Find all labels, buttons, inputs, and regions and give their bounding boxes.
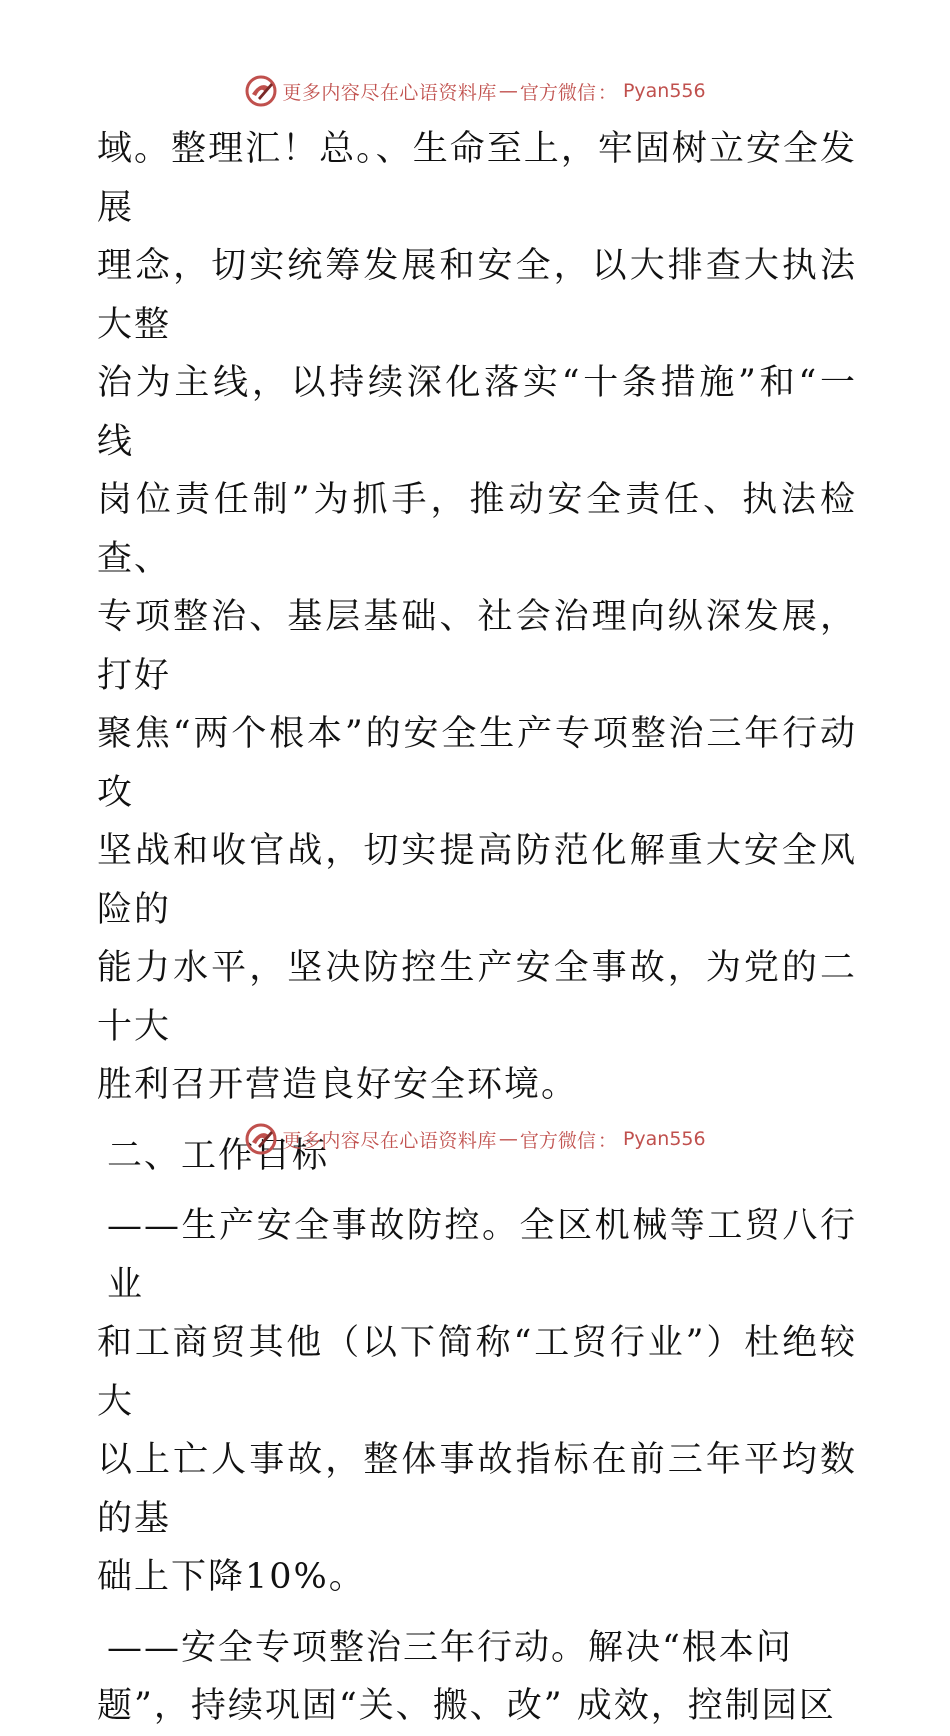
brand-logo-icon [244, 74, 278, 108]
text-line: 理念，切实统筹发展和安全，以大排查大执法大整 [97, 246, 857, 345]
banner-separator: ： [597, 1129, 617, 1152]
paragraph-accident-control [97, 1197, 857, 1314]
banner-text: 更多内容尽在心语资料库 [282, 81, 497, 104]
text-line: 题”，持续巩固“关、搬、改” 成效，控制园区 [97, 1686, 836, 1726]
text-line: 专项整治、基层基础、社会治理向纵深发展，打好 [97, 597, 857, 696]
banner-separator: ： [597, 81, 617, 104]
heading-line: 二、工作目标 [107, 1135, 330, 1176]
banner-dash: — [498, 1128, 518, 1150]
text-line: 域。整理汇！总。、生命至上，牢固树立安全发展 [97, 129, 857, 228]
text-line: 能力水平，坚决防控生产安全事故，为党的二十大 [97, 948, 857, 1047]
text-line: 聚焦“两个根本”的安全生产专项整治三年行动攻 [97, 714, 857, 813]
brand-logo-icon [244, 1122, 278, 1156]
text-line: 和工商贸其他（以下简称“工贸行业”）杜绝较大 [97, 1323, 857, 1422]
text-line: 治为主线，以持续深化落实“十条措施”和“一线 [97, 363, 857, 462]
text-line: 坚战和收官战，切实提高防范化解重大安全风险的 [97, 831, 857, 930]
text-line: 以上亡人事故，整体事故指标在前三年平均数的基 [97, 1440, 857, 1539]
paragraph-three-year-action [97, 1619, 857, 1678]
banner-wechat-id: Pyan556 [622, 80, 706, 102]
paragraph-intro [97, 120, 857, 1115]
banner-dash: — [498, 80, 518, 102]
header-banner [0, 71, 950, 111]
banner-wechat-label: 官方微信 [519, 1129, 596, 1152]
text-line: 础上下降10%。 [97, 1557, 366, 1597]
banner-wechat-label: 官方微信 [519, 81, 596, 104]
paragraph-three-year-action-cont [97, 1677, 857, 1736]
document-body [97, 120, 857, 1736]
text-line: ——安全专项整治三年行动。解决“根本问 [107, 1627, 793, 1668]
banner-text: 更多内容尽在心语资料库 [282, 1129, 497, 1152]
text-line: 岗位责任制”为抓手，推动安全责任、执法检查、 [97, 480, 857, 579]
text-line: ——生产安全事故防控。全区机械等工贸八行业 [107, 1206, 857, 1305]
footer-banner [0, 1119, 950, 1159]
paragraph-accident-control-cont [97, 1314, 857, 1607]
banner-wechat-id: Pyan556 [622, 1128, 706, 1150]
text-line: 胜利召开营造良好安全环境。 [97, 1065, 579, 1105]
